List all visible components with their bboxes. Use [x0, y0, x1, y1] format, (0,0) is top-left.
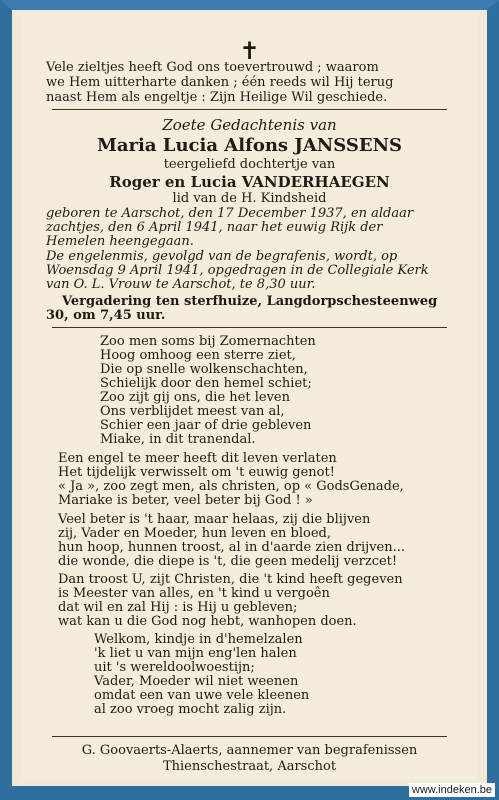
cross-icon: ✝ [239, 36, 260, 65]
deceased-name: Maria Lucia Alfons JANSSENS [96, 135, 403, 157]
intro-line: naast Hem als engeltje : Zijn Heilige Wil geschiede. [46, 89, 388, 105]
verse-line: dat wil en zal Hij : is Hij u gebleven; [58, 600, 298, 616]
divider [52, 109, 447, 110]
poem-line: Hoog omhoog een sterre ziet, [100, 347, 296, 363]
verse-line: uit 's wereldoolwoestijn; [94, 659, 255, 675]
verse-line: zij, Vader en Moeder, hun leven en bloed, [58, 525, 331, 541]
gathering-line: Vergadering ten sterfhuize, Langdorpschesteenweg [62, 294, 438, 310]
verse-line: Vader, Moeder wil niet weenen [94, 673, 299, 689]
verse-line: omdat een van uwe vele kleenen [94, 687, 310, 703]
verse-line: Een engel te meer heeft dit leven verlaten [58, 451, 337, 467]
verse-line: Welkom, kindje in d'hemelzalen [94, 631, 303, 647]
divider [52, 327, 447, 328]
relation-text: teergeliefd dochtertje van [163, 157, 336, 173]
verse-line: Veel beter is 't haar, maar helaas, zij die blijven [58, 511, 371, 527]
birth-death-line: geboren te Aarschot, den 17 December 1937, en aldaar [46, 206, 414, 222]
memorial-heading: Zoete Gedachtenis van [162, 115, 337, 134]
verse-line: wat kan u die God nog hebt, wanhopen doen. [58, 614, 357, 630]
funeral-line: Woensdag 9 April 1941, opgedragen in de Collegiale Kerk [46, 263, 429, 279]
poem-line: Miake, in dit tranendal. [100, 431, 256, 447]
poem-line: Zoo men soms bij Zomernachten [100, 333, 316, 349]
poem-line: Die op snelle wolkenschachten, [100, 361, 308, 377]
verse-line: is Meester van alles, en 't kind u vergoên [58, 586, 330, 602]
verse-line: die wonde, die diepe is 't, die geen medelij verzcet! [58, 553, 398, 569]
poem-line: Zoo zijt gij ons, die het leven [100, 389, 290, 405]
birth-death-line: Hemelen heengegaan. [46, 234, 194, 250]
printer-line: G. Goovaerts-Alaerts, aannemer van begrafenissen [81, 743, 418, 758]
poem-line: Schier een jaar of drie gebleven [100, 417, 312, 433]
verse-line: Het tijdelijk verwisselt om 't euwig genot! [58, 465, 335, 481]
divider [52, 736, 447, 737]
funeral-line: De engelenmis, gevolgd van de begrafenis, wordt, op [46, 249, 398, 265]
verse-line: 'k liet u van mijn eng'len halen [94, 645, 297, 661]
card-paper [22, 16, 477, 780]
printer-line: Thienschestraat, Aarschot [162, 759, 337, 774]
birth-death-line: zachtjes, den 6 April 1941, naar het euwig Rijk der [46, 220, 383, 236]
membership-text: lid van de H. Kindsheid [172, 190, 327, 206]
verse-line: Dan troost U, zijt Christen, die 't kind heeft gegeven [58, 572, 403, 588]
funeral-line: van O. L. Vrouw te Aarschot, te 8,30 uur. [46, 277, 316, 293]
poem-line: Schielijk door den hemel schiet; [100, 375, 312, 391]
watermark: www.indeken.be [409, 783, 495, 797]
intro-line: Vele zieltjes heeft God ons toevertrouwd ; waarom [46, 59, 379, 75]
gathering-line: 30, om 7,45 uur. [46, 308, 166, 324]
verse-line: Mariake is beter, veel beter bij God ! » [58, 493, 313, 509]
parents-name: Roger en Lucia VANDERHAEGEN [109, 172, 390, 191]
verse-line: al zoo vroeg mocht zalig zijn. [94, 701, 287, 717]
verse-line: « Ja », zoo zegt men, als christen, op « GodsGenade, [58, 479, 404, 495]
poem-line: Ons verblijdet meest van al, [100, 403, 285, 419]
verse-line: hun hoop, hunnen troost, al in d'aarde zien drijven... [58, 539, 406, 555]
intro-line: we Hem uitterharte danken ; één reeds wil Hij terug [46, 74, 394, 90]
